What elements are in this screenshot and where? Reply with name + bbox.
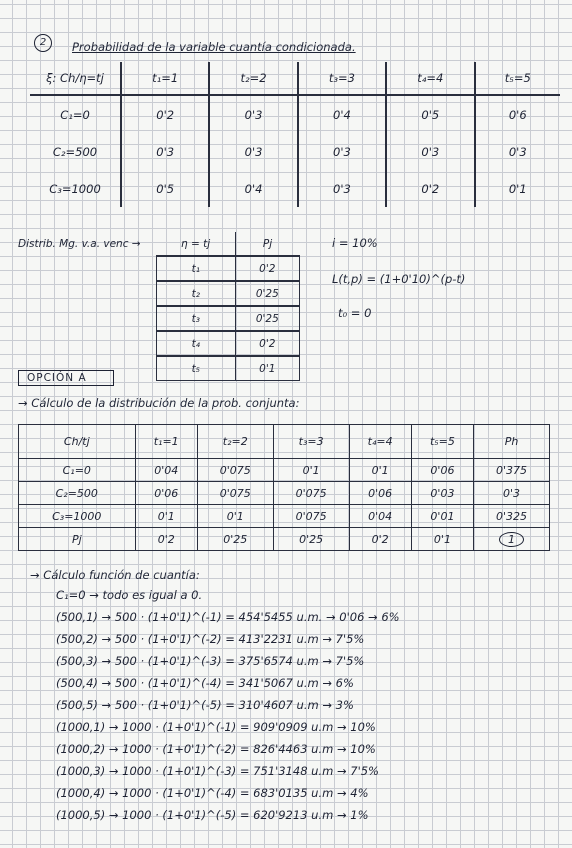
math-line: (500,3) → 500 · (1+0'1)^(-3) = 375'6574 u.m → 7'5% bbox=[56, 654, 365, 668]
column-header: t₅=5 bbox=[475, 62, 561, 95]
row-label: C₃=1000 bbox=[19, 505, 136, 528]
table-cell: 0'3 bbox=[386, 133, 474, 170]
table-cell: 0'5 bbox=[121, 170, 209, 207]
discount-formula: L(t,p) = (1+0'10)^(p-t) bbox=[332, 272, 466, 286]
table-cell: 0'06 bbox=[349, 482, 411, 505]
column-header: t₃=3 bbox=[273, 425, 349, 459]
table-cell: 0'03 bbox=[411, 482, 473, 505]
table-cell: 0'3 bbox=[298, 170, 386, 207]
option-label: OPCIÓN A bbox=[18, 370, 114, 386]
conditional-table bbox=[30, 62, 560, 207]
table-cell: 0'2 bbox=[349, 528, 411, 551]
origin-time: t₀ = 0 bbox=[338, 306, 372, 320]
table-row bbox=[30, 133, 560, 170]
total-circle: 1 bbox=[499, 532, 524, 547]
marginal-table bbox=[156, 232, 300, 381]
column-header: Ph bbox=[474, 425, 550, 459]
table-cell: 0'1 bbox=[235, 356, 299, 381]
math-line: (500,4) → 500 · (1+0'1)^(-4) = 341'5067 u.m → 6% bbox=[56, 676, 354, 690]
table-cell: 0'25 bbox=[273, 528, 349, 551]
column-header: t₄=4 bbox=[386, 62, 474, 95]
problem-number-circle: 2 bbox=[34, 34, 52, 52]
column-header: t₁=1 bbox=[135, 425, 197, 459]
table-cell: 0'1 bbox=[411, 528, 473, 551]
table-cell: 0'3 bbox=[474, 482, 550, 505]
math-line: (500,2) → 500 · (1+0'1)^(-2) = 413'2231 u.m → 7'5% bbox=[56, 632, 365, 646]
table-cell: t₂ bbox=[157, 281, 236, 306]
table-cell: 0'1 bbox=[273, 459, 349, 482]
row-label: C₂=500 bbox=[19, 482, 136, 505]
table-row bbox=[157, 281, 300, 306]
distribution-label: Distrib. Mg. v.a. venc → bbox=[18, 238, 141, 250]
table-corner: ξ: Ch/η=tj bbox=[30, 62, 121, 95]
table-cell: 0'075 bbox=[273, 505, 349, 528]
table-cell: 0'3 bbox=[209, 133, 297, 170]
interest-rate: i = 10% bbox=[332, 236, 378, 250]
table-row bbox=[19, 505, 550, 528]
row-label: C₃=1000 bbox=[49, 181, 101, 196]
table-cell: 0'3 bbox=[298, 133, 386, 170]
table-header-row bbox=[19, 425, 550, 459]
column-header: t₄=4 bbox=[349, 425, 411, 459]
table-cell: 0'2 bbox=[121, 95, 209, 133]
table-cell: 0'325 bbox=[474, 505, 550, 528]
table-cell: 0'1 bbox=[475, 170, 561, 207]
math-line: (1000,2) → 1000 · (1+0'1)^(-2) = 826'4463 u.m → 10% bbox=[56, 742, 376, 756]
table-cell: 0'3 bbox=[121, 133, 209, 170]
math-line: (500,5) → 500 · (1+0'1)^(-5) = 310'4607 u.m → 3% bbox=[56, 698, 354, 712]
table-cell: 0'06 bbox=[411, 459, 473, 482]
page-title: Probabilidad de la variable cuantía condicionada. bbox=[72, 40, 356, 54]
table-cell: 0'3 bbox=[209, 95, 297, 133]
table-cell: 0'075 bbox=[197, 482, 273, 505]
table-cell: 0'04 bbox=[135, 459, 197, 482]
table-row bbox=[19, 482, 550, 505]
table-cell: 0'075 bbox=[197, 459, 273, 482]
column-header: η = tj bbox=[157, 232, 236, 256]
table-cell: 0'4 bbox=[209, 170, 297, 207]
table-header-row bbox=[157, 232, 300, 256]
column-header: t₂=2 bbox=[197, 425, 273, 459]
table-cell: t₁ bbox=[157, 256, 236, 281]
table-cell: 0'1 bbox=[135, 505, 197, 528]
column-header: t₅=5 bbox=[411, 425, 473, 459]
row-label: C₁=0 bbox=[60, 107, 90, 122]
table-cell: 0'2 bbox=[386, 170, 474, 207]
table-cell: 0'01 bbox=[411, 505, 473, 528]
math-line: (1000,4) → 1000 · (1+0'1)^(-4) = 683'0135 u.m → 4% bbox=[56, 786, 369, 800]
table-row bbox=[19, 459, 550, 482]
column-header: t₁=1 bbox=[121, 62, 209, 95]
column-header: Ch/tj bbox=[19, 425, 136, 459]
math-line: (1000,1) → 1000 · (1+0'1)^(-1) = 909'0909 u.m → 10% bbox=[56, 720, 376, 734]
table-cell: 0'3 bbox=[475, 133, 561, 170]
table-cell: 0'06 bbox=[135, 482, 197, 505]
math-line: (1000,5) → 1000 · (1+0'1)^(-5) = 620'9213 u.m → 1% bbox=[56, 808, 369, 822]
table-cell: 0'2 bbox=[235, 331, 299, 356]
table-cell: 0'4 bbox=[298, 95, 386, 133]
column-header: t₂=2 bbox=[209, 62, 297, 95]
joint-prob-table bbox=[18, 424, 550, 551]
table-row bbox=[157, 256, 300, 281]
column-header: t₃=3 bbox=[298, 62, 386, 95]
table-cell: 0'5 bbox=[386, 95, 474, 133]
table-cell: t₅ bbox=[157, 356, 236, 381]
table-row bbox=[157, 306, 300, 331]
row-label: C₂=500 bbox=[52, 144, 98, 159]
table-row bbox=[157, 331, 300, 356]
table-cell: 0'1 bbox=[197, 505, 273, 528]
table-cell: 0'375 bbox=[474, 459, 550, 482]
table-cell: 0'2 bbox=[235, 256, 299, 281]
table-row bbox=[19, 528, 550, 551]
row-label: C₁=0 bbox=[19, 459, 136, 482]
table-cell: 0'25 bbox=[197, 528, 273, 551]
math-line: (500,1) → 500 · (1+0'1)^(-1) = 454'5455 u.m. → 0'06 → 6% bbox=[56, 610, 400, 624]
table-cell: 0'6 bbox=[475, 95, 561, 133]
math-line: (1000,3) → 1000 · (1+0'1)^(-3) = 751'3148 u.m → 7'5% bbox=[56, 764, 379, 778]
row-label: Pj bbox=[19, 528, 136, 551]
table-cell: 0'075 bbox=[273, 482, 349, 505]
problem-number bbox=[34, 34, 52, 52]
table-header-row bbox=[30, 62, 560, 95]
table-cell: 0'25 bbox=[235, 306, 299, 331]
table-cell: 0'25 bbox=[235, 281, 299, 306]
zero-case-line: C₁=0 → todo es igual a 0. bbox=[56, 588, 203, 602]
cuantia-heading: → Cálculo función de cuantía: bbox=[30, 568, 200, 582]
table-cell: 0'2 bbox=[135, 528, 197, 551]
table-cell: t₄ bbox=[157, 331, 236, 356]
table-cell: t₃ bbox=[157, 306, 236, 331]
table-cell: 0'04 bbox=[349, 505, 411, 528]
table-row bbox=[30, 95, 560, 133]
table-cell bbox=[474, 528, 550, 551]
table-row bbox=[157, 356, 300, 381]
column-header: Pj bbox=[235, 232, 299, 256]
table-cell: 0'1 bbox=[349, 459, 411, 482]
table-row bbox=[30, 170, 560, 207]
section-heading: → Cálculo de la distribución de la prob. conjunta: bbox=[18, 396, 300, 410]
